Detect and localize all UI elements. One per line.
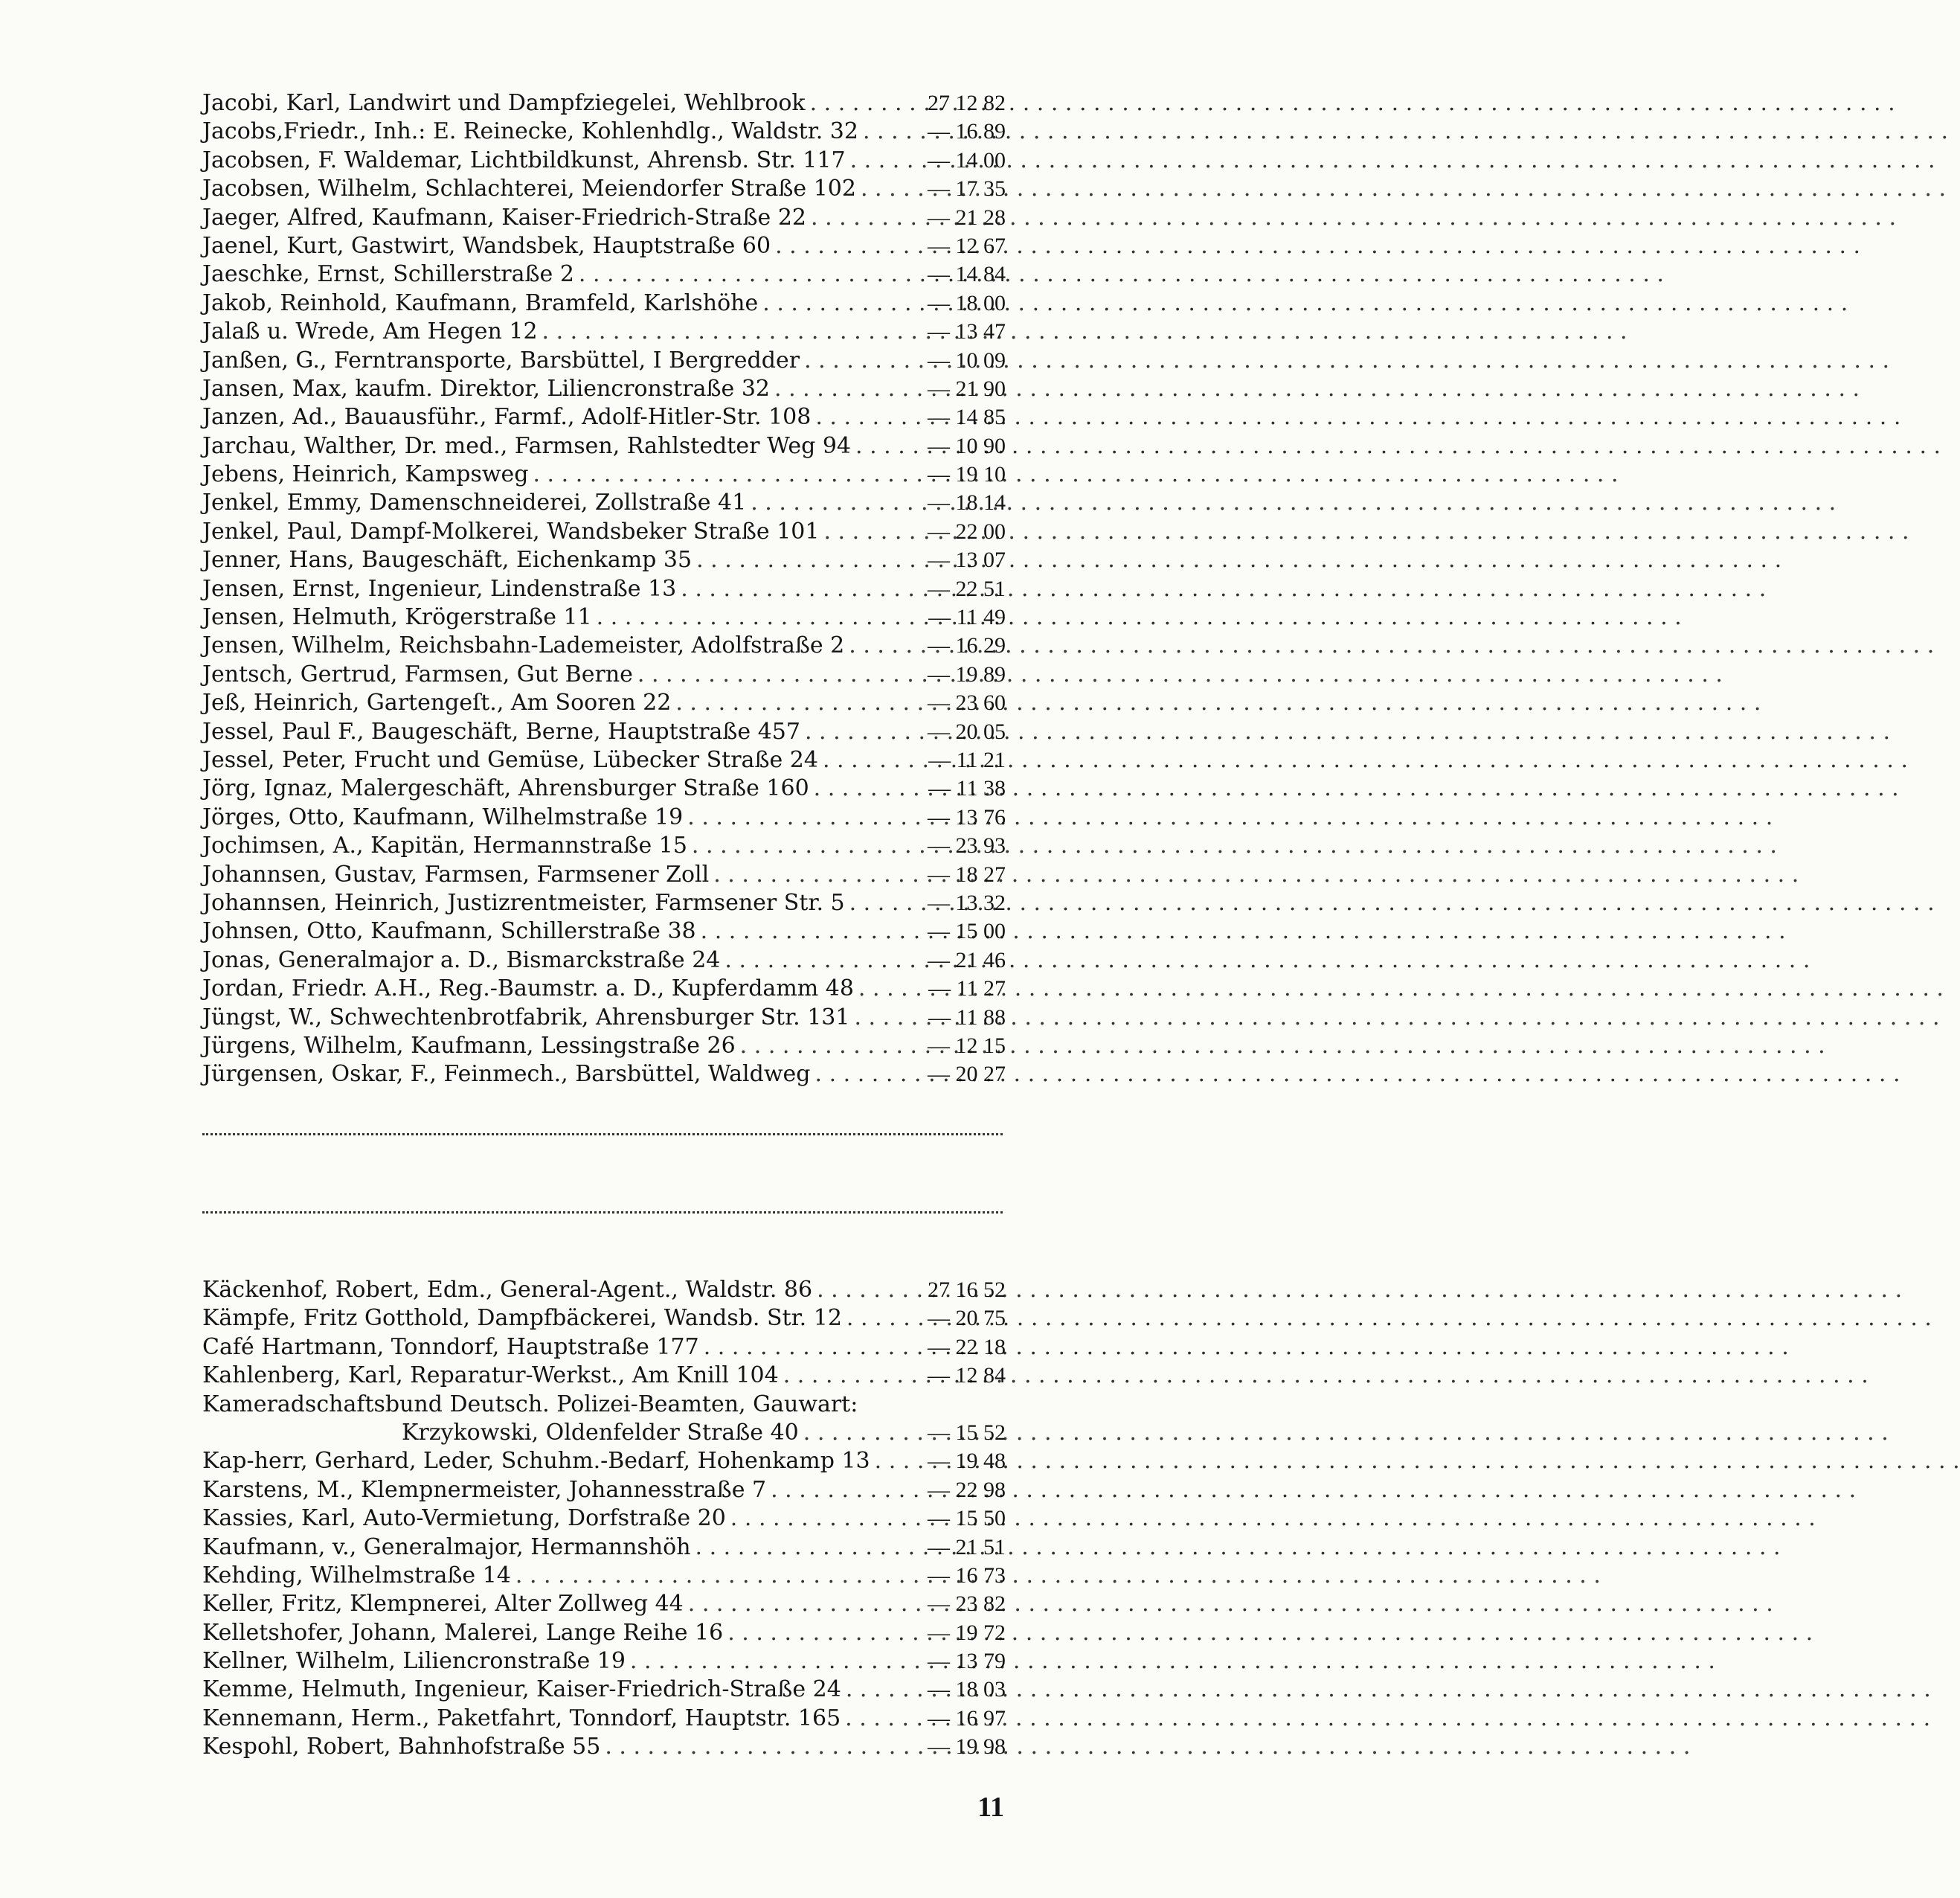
phone-number: — 18 03 — [928, 1677, 1006, 1702]
phone-number: — 16 89 — [928, 119, 1006, 144]
entry-text: Jacobs,Friedr., Inh.: E. Reinecke, Kohlenhdlg., Waldstr. 32 — [202, 118, 858, 145]
directory-entry — [202, 1333, 1006, 1362]
directory-entry — [202, 1562, 1006, 1590]
entry-text: Jacobsen, F. Waldemar, Lichtbildkunst, Ahrensb. Str. 117 — [202, 147, 846, 173]
directory-entry — [202, 1590, 1006, 1618]
leader-dots — [842, 1304, 905, 1333]
entry-text: Jensen, Helmuth, Krögerstraße 11 — [202, 604, 592, 631]
entry-text: Kespohl, Robert, Bahnhofstraße 55 — [202, 1734, 601, 1760]
leader-dots — [779, 1362, 905, 1390]
leader-dots — [626, 1647, 905, 1676]
phone-number: — 12 84 — [928, 1363, 1006, 1388]
phone-number: — 20 75 — [928, 1306, 1006, 1331]
leader-dots — [806, 204, 905, 232]
entry-text: Café Hartmann, Tonndorf, Hauptstraße 177 — [202, 1333, 699, 1360]
directory-entry — [202, 147, 1006, 175]
entry-text: Kap-herr, Gerhard, Leder, Schuhm.-Bedarf, Hohenkamp 13 — [202, 1448, 870, 1475]
leader-dots — [691, 1533, 905, 1562]
directory-entry — [202, 375, 1006, 403]
entry-text: Johannsen, Heinrich, Justizrentmeister, Farmsener Str. 5 — [202, 889, 845, 916]
leader-dots — [858, 118, 905, 146]
entry-text: Johannsen, Gustav, Farmsen, Farmsener Zoll — [202, 861, 710, 888]
leader-dots — [800, 347, 905, 375]
phone-number: — 23 60 — [928, 690, 1006, 716]
entry-text: Jessel, Paul F., Baugeschäft, Berne, Hauptstraße 457 — [202, 718, 800, 745]
entry-text: Kehding, Wilhelmstraße 14 — [202, 1562, 511, 1588]
phone-number: — 19 10 — [928, 462, 1006, 487]
dotted-divider-top — [202, 1133, 1003, 1135]
phone-number: — 12 67 — [928, 233, 1006, 258]
phone-number: — 15 50 — [928, 1506, 1006, 1531]
entry-text: Jalaß u. Wrede, Am Hegen 12 — [202, 318, 538, 345]
entry-text: Janzen, Ad., Bauausführ., Farmf., Adolf-Hitler-Str. 108 — [202, 404, 812, 431]
phone-number: — 22 00 — [928, 519, 1006, 544]
leader-dots — [736, 1032, 905, 1060]
leader-dots — [726, 1504, 905, 1533]
directory-entry — [202, 1504, 1006, 1533]
entry-text: Kennemann, Herm., Paketfahrt, Tonndorf, Hauptstr. 165 — [202, 1705, 841, 1731]
directory-entry — [202, 975, 1006, 1003]
entry-text: Kemme, Helmuth, Ingenieur, Kaiser-Friedrich-Straße 24 — [202, 1676, 841, 1703]
phone-number: — 11 49 — [928, 605, 1006, 630]
phone-number: — 11 38 — [928, 776, 1006, 801]
directory-entry — [202, 1060, 1006, 1089]
directory-entry — [202, 632, 1006, 660]
leader-dots — [819, 518, 905, 546]
leader-dots — [723, 1619, 905, 1647]
leader-dots — [841, 1705, 905, 1733]
directory-entry — [202, 260, 1006, 289]
leader-dots — [844, 632, 905, 660]
leader-dots — [818, 746, 905, 775]
phone-number: — 13 07 — [928, 548, 1006, 573]
leader-dots — [856, 175, 905, 203]
phone-number: — 11 88 — [928, 1004, 1006, 1030]
entry-text: Jenner, Hans, Baugeschäft, Eichenkamp 35 — [202, 547, 693, 574]
leader-dots — [684, 1590, 905, 1618]
entry-text: Kämpfe, Fritz Gotthold, Dampfbäckerei, Wandsb. Str. 12 — [202, 1305, 842, 1332]
leader-dots — [811, 1060, 906, 1089]
phone-number: — 22 51 — [928, 576, 1006, 601]
entry-text: Keller, Fritz, Klempnerei, Alter Zollweg 44 — [202, 1591, 684, 1618]
entry-text: Jenkel, Emmy, Damenschneiderei, Zollstraße 41 — [202, 490, 747, 516]
leader-dots — [600, 1733, 905, 1761]
leader-dots — [592, 603, 905, 632]
directory-entry — [202, 1391, 1006, 1419]
phone-number: — 16 29 — [928, 633, 1006, 658]
entry-text: Kelletshofer, Johann, Malerei, Lange Reihe 16 — [202, 1619, 724, 1646]
entry-text: Jacobsen, Wilhelm, Schlachterei, Meiendorfer Straße 102 — [202, 176, 856, 202]
directory-entry — [202, 1419, 1006, 1447]
directory-entry — [202, 403, 1006, 432]
phone-number: — 21 28 — [928, 205, 1006, 230]
phone-number: — 23 82 — [928, 1591, 1006, 1617]
leader-dots — [633, 661, 905, 689]
phone-number: — 13 32 — [928, 890, 1006, 915]
entry-text: Johnsen, Otto, Kaufmann, Schillerstraße 38 — [202, 918, 696, 945]
phone-number: — 21 46 — [928, 947, 1006, 972]
phone-number: — 13 76 — [928, 804, 1006, 830]
entry-text: Jaeschke, Ernst, Schillerstraße 2 — [202, 261, 574, 288]
dotted-divider-bottom — [202, 1211, 1003, 1213]
directory-entry — [202, 289, 1006, 318]
phone-number: — 18 00 — [928, 290, 1006, 315]
leader-dots — [676, 575, 905, 603]
leader-dots — [870, 1447, 905, 1475]
leader-dots — [699, 1333, 905, 1362]
leader-dots — [709, 861, 905, 889]
entry-text: Jakob, Reinhold, Kaufmann, Bramfeld, Karlshöhe — [202, 289, 759, 316]
directory-entry — [202, 575, 1006, 603]
leader-dots — [696, 917, 905, 946]
directory-entry — [202, 804, 1006, 832]
directory-entry — [202, 1447, 1006, 1475]
directory-entry — [202, 461, 1006, 489]
phone-number: — 15 52 — [928, 1420, 1006, 1445]
phone-number: — 18 27 — [928, 862, 1006, 887]
entry-text: Jochimsen, A., Kapitän, Hermannstraße 15 — [202, 833, 687, 859]
leader-dots — [811, 403, 905, 432]
directory-entry — [202, 746, 1006, 775]
phone-number: — 17 35 — [928, 176, 1006, 202]
leader-dots — [720, 946, 905, 975]
leader-dots — [671, 689, 905, 717]
directory-entry — [202, 917, 1006, 946]
phone-number: — 18 14 — [928, 490, 1006, 516]
phone-number: — 23 93 — [928, 833, 1006, 859]
leader-dots — [683, 804, 905, 832]
phone-number: — 21 90 — [928, 376, 1006, 401]
directory-entry — [202, 347, 1006, 375]
phone-number: — 20 05 — [928, 719, 1006, 744]
directory-entry — [202, 489, 1006, 517]
directory-entry — [202, 432, 1006, 461]
directory-entry — [202, 661, 1006, 689]
directory-entry — [202, 1276, 1006, 1304]
leader-dots — [812, 1276, 905, 1304]
entry-text: Jansen, Max, kaufm. Direktor, Liliencronstraße 32 — [202, 375, 771, 402]
directory-entry — [202, 1647, 1006, 1676]
phone-number: — 19 72 — [928, 1620, 1006, 1645]
page-number: 11 — [977, 1792, 1004, 1823]
leader-dots — [800, 718, 905, 746]
phone-number: — 12 15 — [928, 1033, 1006, 1058]
directory-entry — [202, 1619, 1006, 1647]
entry-text: Jebens, Heinrich, Kampsweg — [202, 461, 529, 488]
directory-entry — [202, 1304, 1006, 1333]
entry-text: Kellner, Wilhelm, Liliencronstraße 19 — [202, 1648, 626, 1675]
leader-dots — [771, 232, 905, 260]
leader-dots — [849, 1004, 905, 1032]
leader-dots — [692, 546, 905, 574]
phone-number: — 15 00 — [928, 919, 1006, 944]
directory-entry — [202, 175, 1006, 203]
leader-dots — [809, 775, 905, 803]
entry-text: Jordan, Friedr. A.H., Reg.-Baumstr. a. D., Kupferdamm 48 — [202, 975, 854, 1002]
phone-number: — 19 48 — [928, 1449, 1006, 1474]
leader-dots — [746, 489, 905, 517]
directory-entry — [202, 689, 1006, 717]
directory-entry — [202, 546, 1006, 574]
entry-text: Jessel, Peter, Frucht und Gemüse, Lübecker Straße 24 — [202, 746, 818, 773]
entry-text: Karstens, M., Klempnermeister, Johannesstraße 7 — [202, 1476, 767, 1503]
directory-entry — [202, 775, 1006, 803]
leader-dots — [770, 375, 905, 403]
directory-entry — [202, 318, 1006, 346]
phone-number: — 13 79 — [928, 1649, 1006, 1674]
leader-dots — [854, 975, 905, 1003]
entry-text: Jürgensen, Oskar, F., Feinmech., Barsbüttel, Waldweg — [202, 1061, 811, 1088]
phone-number: — 11 21 — [928, 747, 1006, 772]
leader-dots — [846, 147, 905, 175]
phone-number: — 19 98 — [928, 1734, 1006, 1760]
phone-number: — 13 47 — [928, 319, 1006, 344]
phone-number: — 14 84 — [928, 262, 1006, 287]
directory-entry — [202, 1676, 1006, 1704]
entry-text: Kaufmann, v., Generalmajor, Hermannshöh — [202, 1533, 691, 1560]
entry-text: Krzykowski, Oldenfelder Straße 40 — [402, 1419, 799, 1446]
phone-number: — 20 27 — [928, 1062, 1006, 1087]
entries-block-k — [202, 1276, 1006, 1762]
directory-entry — [202, 518, 1006, 546]
entry-text: Jeß, Heinrich, Gartengeſt., Am Sooren 22 — [202, 690, 672, 716]
directory-entry — [202, 89, 1006, 118]
directory-entry — [202, 832, 1006, 860]
phone-number: — 22 18 — [928, 1334, 1006, 1359]
leader-dots — [766, 1476, 905, 1504]
leader-dots — [528, 461, 905, 489]
directory-entry — [202, 232, 1006, 260]
entry-text: Jaenel, Kurt, Gastwirt, Wandsbek, Hauptstraße 60 — [202, 232, 771, 259]
phone-number: — 10 09 — [928, 347, 1006, 373]
entry-text: Jürgens, Wilhelm, Kaufmann, Lessingstraße 26 — [202, 1032, 736, 1059]
phone-number: — 10 90 — [928, 433, 1006, 458]
phone-number: 27 16 52 — [928, 1277, 1006, 1302]
directory-entry — [202, 946, 1006, 975]
entries-block-j — [202, 89, 1006, 1089]
leader-dots — [851, 432, 905, 461]
directory-entry — [202, 1476, 1006, 1504]
phone-number: 27 12 82 — [928, 91, 1006, 115]
entry-text: Jörges, Otto, Kaufmann, Wilhelmstraße 19 — [202, 804, 684, 830]
leader-dots — [574, 260, 905, 289]
directory-entry — [202, 861, 1006, 889]
entry-text: Kameradschaftsbund Deutsch. Polizei-Beamten, Gauwart: — [202, 1391, 858, 1417]
entry-text: Jensen, Ernst, Ingenieur, Lindenstraße 13 — [202, 575, 677, 602]
leader-dots — [841, 1676, 905, 1704]
directory-entry — [202, 718, 1006, 746]
phone-number: — 11 27 — [928, 976, 1006, 1001]
directory-entry — [202, 118, 1006, 146]
phone-number: — 14 00 — [928, 147, 1006, 173]
leader-dots — [806, 89, 905, 118]
entry-text: Jonas, Generalmajor a. D., Bismarckstraße 24 — [202, 946, 721, 973]
phone-number: — 19 89 — [928, 661, 1006, 687]
directory-entry — [202, 1032, 1006, 1060]
directory-entry — [202, 1533, 1006, 1562]
directory-entry — [202, 204, 1006, 232]
directory-entry — [202, 1004, 1006, 1032]
entry-text: Jenkel, Paul, Dampf-Molkerei, Wandsbeker Straße 101 — [202, 518, 820, 545]
leader-dots — [687, 832, 905, 860]
phone-number: — 14 85 — [928, 405, 1006, 430]
directory-entry — [202, 889, 1006, 917]
entry-text: Jentsch, Gertrud, Farmsen, Gut Berne — [202, 661, 633, 687]
entry-text: Jensen, Wilhelm, Reichsbahn-Lademeister, Adolfstraße 2 — [202, 632, 845, 659]
directory-entry — [202, 1733, 1006, 1761]
leader-dots — [758, 289, 905, 318]
entry-text: Jarchau, Walther, Dr. med., Farmsen, Rahlstedter Weg 94 — [202, 432, 852, 459]
directory-entry — [202, 1705, 1006, 1733]
leader-dots — [845, 889, 905, 917]
entry-text: Jüngst, W., Schwechtenbrotfabrik, Ahrensburger Str. 131 — [202, 1004, 850, 1030]
leader-dots — [511, 1562, 905, 1590]
entry-text: Jacobi, Karl, Landwirt und Dampfziegelei, Wehlbrook — [202, 90, 806, 116]
entry-text: Janßen, G., Ferntransporte, Barsbüttel, I Bergredder — [202, 347, 800, 373]
leader-dots — [538, 318, 905, 346]
directory-entry — [202, 1362, 1006, 1390]
entry-text: Kassies, Karl, Auto-Vermietung, Dorfstraße 20 — [202, 1505, 726, 1532]
leader-dots — [799, 1419, 905, 1447]
phone-number: — 22 98 — [928, 1477, 1006, 1502]
phone-number: — 21 51 — [928, 1534, 1006, 1559]
phone-number: — 16 97 — [928, 1705, 1006, 1731]
phone-number: — 16 73 — [928, 1562, 1006, 1588]
entry-text: Käckenhof, Robert, Edm., General-Agent., Waldstr. 86 — [202, 1277, 813, 1303]
entry-text: Jaeger, Alfred, Kaufmann, Kaiser-Friedrich-Straße 22 — [202, 204, 807, 231]
entry-text: Jörg, Ignaz, Malergeschäft, Ahrensburger Straße 160 — [202, 775, 809, 802]
entry-text: Kahlenberg, Karl, Reparatur-Werkst., Am Knill 104 — [202, 1362, 779, 1389]
directory-entry — [202, 603, 1006, 632]
